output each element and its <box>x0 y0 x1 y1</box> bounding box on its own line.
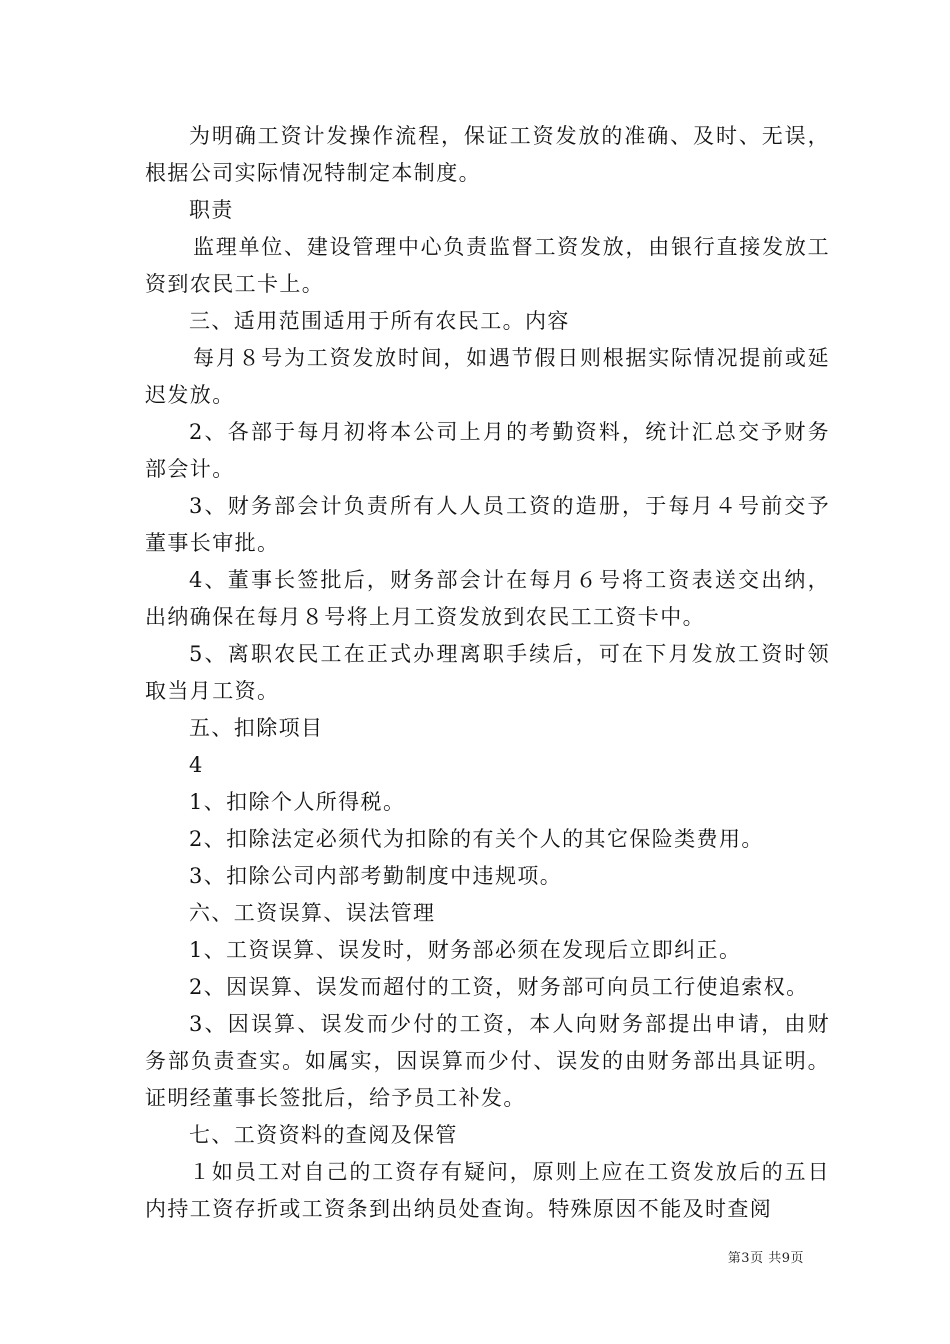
paragraph-heading-deductions: 五、扣除项目 <box>189 716 324 740</box>
paragraph-deduction-2: 2、扣除法定必须代为扣除的有关个人的其它保险类费用。 <box>189 827 764 851</box>
footer-middle: 页 共 <box>750 1251 782 1266</box>
paragraph-heading-duties: 职责 <box>189 198 234 222</box>
paragraph-records-1: １如员工对自己的工资存有疑问，原则上应在工资发放后的五日内持工资存折或工资条到出纳员处查询。特殊原因不能及时查阅 <box>145 1160 830 1221</box>
paragraph-item-3: 3、财务部会计负责所有人人员工资的造册，于每月４号前交予董事长审批。 <box>145 494 830 555</box>
paragraph-error-2: 2、因误算、误发而超付的工资，财务部可向员工行使追索权。 <box>189 975 809 999</box>
paragraph-deduction-1: 1、扣除个人所得税。 <box>189 790 406 814</box>
paragraph-deduction-3: 3、扣除公司内部考勤制度中违规项。 <box>189 864 563 888</box>
paragraph-error-3: 3、因误算、误发而少付的工资，本人向财务部提出申请，由财务部负责查实。如属实，因误算而少付、误发的由财务部出具证明。证明经董事长签批后，给予员工补发。 <box>145 1012 830 1110</box>
paragraph-intro: 为明确工资计发操作流程，保证工资发放的准确、及时、无误，根据公司实际情况特制定本制度。 <box>145 124 830 185</box>
paragraph-heading-records: 七、工资资料的查阅及保管 <box>189 1123 458 1147</box>
footer-current-page: 3 <box>741 1251 751 1266</box>
footer-total-pages: 9 <box>781 1251 791 1266</box>
page-number-footer <box>728 1247 804 1266</box>
paragraph-pay-date: 每月８号为工资发放时间，如遇节假日则根据实际情况提前或延迟发放。 <box>145 346 830 407</box>
paragraph-item-4: 4、董事长签批后，财务部会计在每月６号将工资表送交出纳，出纳确保在每月８号将上月工资发放到农民工工资卡中。 <box>145 568 830 629</box>
paragraph-heading-scope: 三、适用范围适用于所有农民工。内容 <box>189 309 570 333</box>
footer-prefix: 第 <box>727 1251 742 1266</box>
paragraph-item-2: 2、各部于每月初将本公司上月的考勤资料，统计汇总交予财务部会计。 <box>145 420 830 481</box>
document-body <box>145 118 830 1228</box>
footer-suffix: 页 <box>790 1251 804 1266</box>
paragraph-item-5: 5、离职农民工在正式办理离职手续后，可在下月发放工资时领取当月工资。 <box>145 642 830 703</box>
paragraph-heading-errors: 六、工资误算、误法管理 <box>189 901 436 925</box>
paragraph-duties: 监理单位、建设管理中心负责监督工资发放，由银行直接发放工资到农民工卡上。 <box>145 235 830 296</box>
paragraph-stray-number: 4 <box>189 753 204 777</box>
paragraph-error-1: 1、工资误算、误发时，财务部必须在发现后立即纠正。 <box>189 938 742 962</box>
